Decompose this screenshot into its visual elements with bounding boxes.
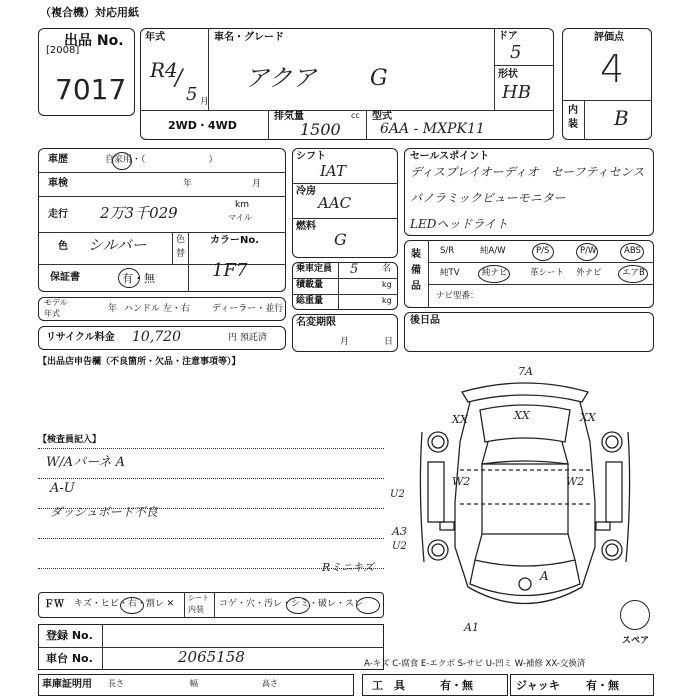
mark-rear-note: Rミニキズ: [322, 561, 375, 574]
after-sale-label: 後日品: [410, 315, 440, 326]
inspector-label: 【検査員記入】: [38, 435, 102, 445]
warranty-value: 有・無: [122, 272, 155, 285]
garage-cert-high: 高さ: [262, 679, 278, 688]
mileage-value: 2万3千029: [100, 204, 178, 222]
sales-point-line-2: パノラミックビューモニター: [410, 191, 566, 205]
inspection-label: 車検: [48, 178, 68, 189]
recycle-value: 10,720: [132, 329, 181, 345]
fuel-label: 燃料: [296, 221, 316, 232]
mark-u2-b: U2: [392, 541, 407, 552]
year-label: 年式: [145, 32, 165, 43]
model-year-dealer: ディーラー・並行: [212, 304, 284, 314]
mark-right-front: XX: [580, 411, 596, 424]
tools-value: 有・無: [440, 679, 473, 692]
interior-label-2: 装: [568, 119, 578, 130]
displacement-value: 1500: [300, 120, 341, 139]
aircon-value: AAC: [318, 194, 352, 212]
mark-left-front: XX: [452, 413, 468, 426]
title-change-day: 日: [384, 337, 394, 347]
color-change-1: 色: [176, 235, 186, 245]
displacement-unit: cc: [351, 111, 360, 120]
garage-cert-label: 車庫証明用: [42, 679, 92, 690]
history-circle: [112, 152, 132, 170]
model-value: 6AA - MXPK11: [380, 121, 485, 137]
recycle-unit: 円 預託済: [228, 333, 267, 343]
spare-label: スペア: [622, 636, 650, 646]
jack-value: 有・無: [586, 679, 619, 692]
mark-u2-a: U2: [390, 489, 405, 500]
declaration-label: 【出品店申告欄（不良箇所・欠品・注意事項等）】: [38, 357, 241, 367]
sales-point-line-3: LEDヘッドライト: [410, 217, 508, 231]
model-year-handle: ハンドル 左・右: [124, 304, 190, 314]
score-label: 評価点: [594, 32, 624, 43]
title-change-month: 月: [340, 337, 350, 347]
fw-values: キズ・ヒビ・右・割レ ✕: [74, 599, 175, 609]
history-value: 自家用・（ ）: [105, 155, 218, 165]
load-unit: kg: [382, 280, 392, 289]
inspector-note-1: W/Aパーネ A: [46, 455, 126, 470]
equip-navi-circle: [478, 265, 510, 283]
capacity-label: 乗車定員: [296, 264, 333, 274]
fw-circle-1: [120, 597, 144, 614]
title-change-label: 名変期限: [296, 317, 336, 328]
equip-pw-circle: [576, 243, 598, 261]
mark-w2-left: W2: [452, 475, 471, 488]
fw-circle-2: [286, 597, 310, 614]
color-value: シルバー: [88, 236, 147, 254]
color-label: 色: [58, 241, 68, 252]
registration-label: 登録 No.: [46, 629, 93, 642]
lot-code: [2008]: [46, 45, 80, 56]
car-grade: G: [370, 66, 388, 91]
equipment-label-3: 品: [411, 281, 421, 292]
color-no-value: 1F7: [212, 260, 248, 281]
chassis-label: 車台 No.: [46, 652, 93, 665]
fw-interior: コゲ・穴・汚レ・シミ・破レ・スレ: [219, 599, 364, 609]
sales-points-label: セールスポイント: [410, 151, 490, 162]
fw-circle-3: [356, 597, 380, 614]
color-no-label: カラーNo.: [210, 235, 260, 246]
year-month-unit: 月: [200, 97, 210, 107]
equip-alloy: 純A/W: [480, 246, 506, 256]
jack-label: ジャッキ: [516, 679, 560, 692]
car-name: アクア: [245, 64, 317, 92]
model-label: 型式: [372, 111, 392, 122]
damage-legend: A-キズ C-腐食 E-エクボ S-サビ U-凹ミ W-補修 XX-交換済: [364, 659, 586, 669]
equip-ext-navi: 外ナビ: [576, 268, 602, 278]
fuel-value: G: [334, 230, 347, 249]
equip-ps: P/S: [536, 246, 550, 256]
capacity-unit: 名: [382, 264, 392, 274]
equipment-label-1: 装: [411, 249, 421, 260]
score-value: 4: [600, 47, 625, 91]
navi-model-label: ナビ型番：: [436, 291, 479, 301]
form-header: （複合機）対応用紙: [40, 6, 139, 19]
mark-center-front: XX: [514, 409, 530, 422]
shift-value: IAT: [320, 162, 346, 180]
interior-label-1: 内: [568, 105, 578, 116]
model-year-year: 年: [108, 304, 118, 314]
lot-label: 出品 No.: [64, 33, 124, 49]
shape-value: HB: [502, 82, 531, 103]
fw-label: ＦＷ: [44, 599, 64, 610]
year-slash: /: [175, 66, 183, 91]
model-year-label-1: モデル: [44, 298, 68, 307]
drive-label: 2WD・4WD: [168, 119, 237, 132]
inspection-month: 月: [252, 179, 262, 189]
load-label: 積載量: [296, 280, 324, 290]
weight-unit: kg: [382, 296, 392, 305]
mileage-unit-mile: マイル: [228, 213, 252, 222]
mark-a-rear: A: [540, 569, 549, 583]
mileage-label: 走行: [48, 209, 68, 220]
fw-sheet-1: シート: [188, 594, 209, 602]
equip-airbag: エアB: [622, 268, 645, 278]
equip-leather: 革シート: [530, 268, 565, 278]
equip-navi: 純ナビ: [482, 268, 508, 278]
door-label: ドア: [498, 31, 518, 42]
garage-cert-wide: 幅: [190, 679, 198, 688]
year-era: R4: [150, 58, 178, 82]
capacity-value: 5: [350, 262, 359, 277]
equip-sr: S/R: [440, 246, 455, 256]
recycle-label: リサイクル料金: [46, 332, 115, 343]
mark-a1: A1: [464, 621, 479, 634]
warranty-label: 保証書: [50, 272, 80, 283]
shape-label: 形状: [498, 69, 518, 80]
sales-point-line-1: ディスプレイオーディオ セーフティセンス: [410, 165, 645, 179]
inspection-year: 年: [183, 179, 193, 189]
chassis-value: 2065158: [178, 648, 245, 666]
equip-abs: ABS: [624, 246, 641, 256]
aircon-label: 冷房: [296, 186, 316, 197]
mark-a3: A3: [392, 525, 407, 538]
inspector-note-3: ダッシュボード不良: [50, 505, 158, 519]
shift-label: シフト: [296, 151, 326, 162]
weight-label: 総重量: [296, 296, 324, 306]
name-label: 車名・グレード: [214, 32, 284, 43]
mileage-unit-km: km: [235, 200, 249, 210]
history-label: 車歴: [48, 154, 68, 165]
fw-sheet-2: 内装: [188, 605, 204, 614]
model-year-label-2: 年式: [44, 309, 60, 318]
year-month: 5: [186, 84, 198, 105]
garage-cert-long: 長さ: [108, 679, 124, 688]
color-change-2: 替: [176, 249, 186, 259]
lot-number: 7017: [55, 73, 127, 106]
mark-top: 7A: [518, 365, 533, 378]
displacement-label: 排気量: [274, 111, 304, 122]
equip-tv: 純TV: [440, 268, 460, 278]
equip-ps-circle: [532, 243, 554, 261]
tools-label: 工 具: [372, 679, 405, 692]
mark-w2-right: W2: [566, 475, 585, 488]
after-sale-box: [404, 312, 654, 352]
interior-value: B: [614, 106, 629, 130]
inspector-note-2: A-U: [50, 481, 75, 496]
equip-abs-circle: [620, 243, 644, 261]
spare-tire-icon: [620, 600, 650, 630]
equip-airbag-circle: [618, 265, 648, 283]
door-value: 5: [510, 42, 522, 63]
warranty-circle: [118, 268, 140, 288]
equip-pw: P/W: [580, 246, 597, 256]
equipment-label-2: 備: [411, 265, 421, 276]
